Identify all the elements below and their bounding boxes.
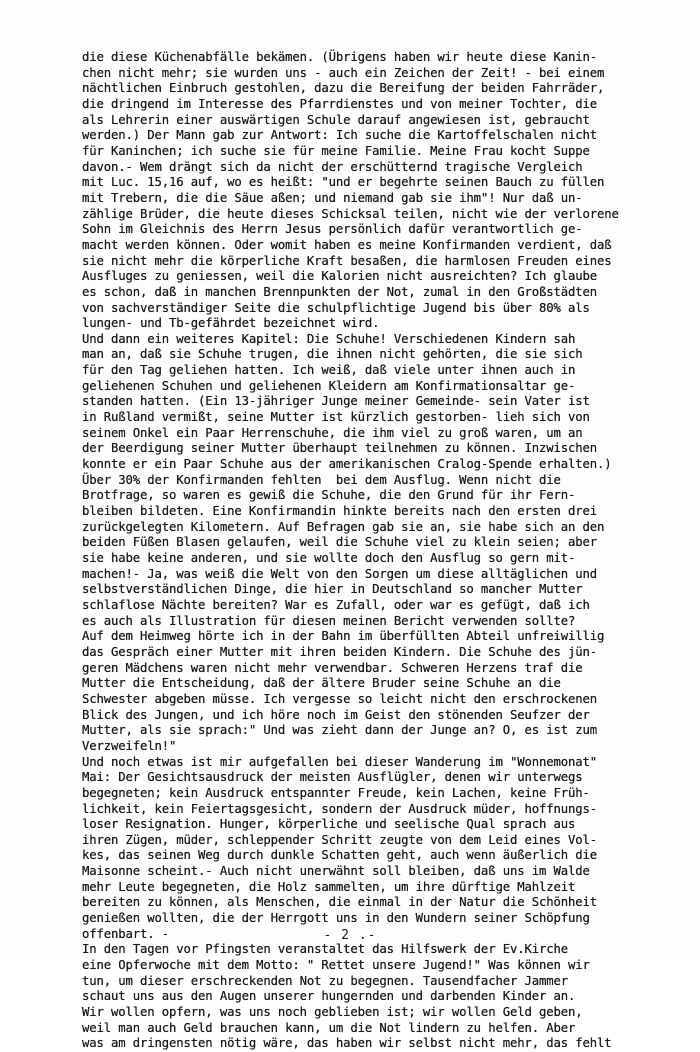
- text-line: ihren Zügen, müder, schleppender Schritt zeugte von dem Leid eines Vol-: [82, 832, 597, 847]
- text-line: Blick des Jungen, und ich höre noch im Geist den stönenden Seufzer der: [82, 707, 590, 722]
- text-line: Mutter die Entscheidung, daß der ältere Bruder seine Schuhe an die: [82, 676, 561, 691]
- text-line: mehr Leute begegneten, die Holz sammelten, um ihre dürftige Mahlzeit: [82, 879, 576, 894]
- text-line: In den Tagen vor Pfingsten veranstaltet das Hilfswerk der Ev.Kirche: [82, 942, 568, 957]
- text-line: sie habe keine anderen, und sie wollte doch den Ausflug so gern mit-: [82, 551, 576, 565]
- text-line: schlaflose Nächte bereiten? War es Zufall, oder war es gefügt, daß ich: [82, 597, 590, 612]
- text-line: von sachverständiger Seite die schulpflichtige Jugend bis über 80% als: [82, 300, 590, 315]
- page-number: - 2 .-: [323, 928, 377, 943]
- text-line: tun, um dieser erschreckenden Not zu begegnen. Tausendfacher Jammer: [82, 973, 568, 988]
- text-line: geren Mädchens waren nicht mehr verwendbar. Schweren Herzens traf die: [82, 660, 583, 675]
- text-line: zählige Brüder, die heute dieses Schicksal teilen, nicht wie der verlorene: [82, 206, 619, 221]
- text-line: Wir wollen opfern, was uns noch geblieben ist; wir wollen Geld geben,: [82, 1005, 583, 1020]
- text-line: nächtlichen Einbruch gestohlen, dazu die Bereifung der beiden Fahrräder,: [82, 81, 605, 96]
- text-line: das Gespräch einer Mutter mit ihren beiden Kindern. Die Schuhe des jün-: [82, 644, 597, 659]
- text-line: werden.) Der Mann gab zur Antwort: Ich suche die Kartoffelschalen nicht: [82, 128, 597, 143]
- text-line: standen hatten. (Ein 13-jähriger Junge meiner Gemeinde- sein Vater ist: [82, 394, 590, 409]
- text-line: Und dann ein weiteres Kapitel: Die Schuhe! Verschiedenen Kindern sah: [82, 331, 576, 346]
- text-line: kes, das seinen Weg durch dunkle Schatten geht, auch wenn äußerlich die: [82, 848, 597, 863]
- text-line: für den Tag geliehen hatten. Ich weiß, daß viele unter ihnen auch in: [82, 363, 576, 378]
- text-line: zurückgelegten Kilometern. Auf Befragen gab sie an, sie habe sich an den: [82, 519, 605, 534]
- text-line: für Kaninchen; ich suche sie für meine Familie. Meine Frau kocht Suppe: [82, 143, 590, 158]
- text-line: beiden Füßen Blasen gelaufen, weil die Schuhe viel zu klein seien; aber: [82, 535, 597, 550]
- text-line: Schwester abgeben müsse. Ich vergesse so leicht nicht den erschrockenen: [82, 691, 597, 706]
- text-line: schaut uns aus den Augen unserer hungernden und darbenden Kinder an.: [82, 989, 576, 1004]
- text-line: die diese Küchenabfälle bekämen. (Übrigens haben wir heute diese Kanin-: [82, 50, 597, 64]
- text-line: machen!- Ja, was weiß die Welt von den Sorgen um diese alltäglichen und: [82, 566, 597, 581]
- text-line: Auf dem Heimweg hörte ich in der Bahn im überfüllten Abteil unfreiwillig: [82, 629, 605, 644]
- text-line: es schon, daß in manchen Brennpunkten der Not, zumal in den Großstädten: [82, 284, 597, 299]
- text-line: Ausfluges zu geniessen, weil die Kalorien nicht ausreichten? Ich glaube: [82, 269, 597, 284]
- text-line: macht werden können. Oder womit haben es meine Konfirmanden verdient, daß: [82, 237, 612, 252]
- text-line: chen nicht mehr; sie wurden uns - auch ein Zeichen der Zeit! - bei einem: [82, 65, 605, 80]
- typescript-body: [82, 50, 672, 1052]
- text-line: lungen- und Tb-gefährdet bezeichnet wird.: [82, 316, 380, 331]
- text-line: konnte er ein Paar Schuhe aus der amerikanischen Cralog-Spende erhalten.): [82, 457, 612, 472]
- text-line: bereiten zu können, als Menschen, die einmal in der Natur die Schönheit: [82, 895, 597, 910]
- text-line: es auch als Illustration für diesen meinen Bericht verwenden sollte?: [82, 613, 576, 628]
- text-line: Brotfrage, so waren es gewiß die Schuhe, die den Grund für ihr Fern-: [82, 488, 576, 503]
- text-line: offenbart. -: [82, 926, 170, 941]
- text-line: sie nicht mehr die körperliche Kraft besaßen, die harmlosen Freuden eines: [82, 253, 612, 268]
- text-line: Und noch etwas ist mir aufgefallen bei dieser Wanderung im "Wonnemonat": [82, 754, 597, 769]
- text-line: loser Resignation. Hunger, körperliche und seelische Qual sprach aus: [82, 817, 576, 832]
- text-line: davon.- Wem drängt sich da nicht der erschütternd tragische Vergleich: [82, 159, 583, 174]
- text-line: Mutter, als sie sprach:" Und was zieht dann der Junge an? O, es ist zum: [82, 723, 597, 738]
- text-line: seinem Onkel ein Paar Herrenschuhe, die ihm viel zu groß waren, um an: [82, 425, 583, 440]
- text-line: bleiben bildeten. Eine Konfirmandin hinkte bereits nach den ersten drei: [82, 504, 597, 519]
- text-line: Maisonne scheint.- Auch nicht unerwähnt soll bleiben, daß uns im Walde: [82, 864, 590, 879]
- text-line: man an, daß sie Schuhe trugen, die ihnen nicht gehörten, die sie sich: [82, 347, 583, 362]
- text-line: genießen wollten, die der Herrgott uns in den Wundern seiner Schöpfung: [82, 911, 590, 926]
- text-line: als Lehrerin einer auswärtigen Schule darauf angewiesen ist, gebraucht: [82, 112, 590, 127]
- text-line: der Beerdigung seiner Mutter überhaupt teilnehmen zu können. Inzwischen: [82, 441, 597, 456]
- text-line: in Rußland vermißt, seine Mutter ist kürzlich gestorben- lieh sich von: [82, 410, 590, 425]
- text-line: mit Luc. 15,16 auf, wo es heißt: "und er begehrte seinen Bauch zu füllen: [82, 175, 605, 190]
- text-line: weil man auch Geld brauchen kann, um die Not lindern zu helfen. Aber: [82, 1020, 576, 1035]
- text-line: selbstverständlichen Dinge, die hier in Deutschland so mancher Mutter: [82, 582, 583, 597]
- text-line: Mai: Der Gesichtsausdruck der meisten Ausflügler, denen wir unterwegs: [82, 770, 583, 785]
- text-line: Über 30% der Konfirmanden fehlten bei dem Ausflug. Wenn nicht die: [82, 472, 561, 487]
- text-line: mit Trebern, die die Säue aßen; und niemand gab sie ihm"! Nur daß un-: [82, 190, 583, 205]
- text-line: eine Opferwoche mit dem Motto: " Rettet unsere Jugend!" Was können wir: [82, 958, 590, 973]
- text-line: lichkeit, kein Feiertagsgesicht, sondern der Ausdruck müder, hoffnungs-: [82, 801, 597, 816]
- text-line: Verzweifeln!": [82, 738, 177, 753]
- text-line: was am dringensten nötig wäre, das haben wir selbst nicht mehr, das fehlt: [82, 1036, 612, 1051]
- text-line: die dringend im Interesse des Pfarrdienstes und von meiner Tochter, die: [82, 96, 597, 111]
- text-line: Sohn im Gleichnis des Herrn Jesus persönlich dafür verantwortlich ge-: [82, 222, 583, 237]
- text-line: geliehenen Schuhen und geliehenen Kleidern am Konfirmationsaltar ge-: [82, 378, 576, 393]
- text-line: begegneten; kein Ausdruck entspannter Freude, kein Lachen, keine Früh-: [82, 785, 590, 800]
